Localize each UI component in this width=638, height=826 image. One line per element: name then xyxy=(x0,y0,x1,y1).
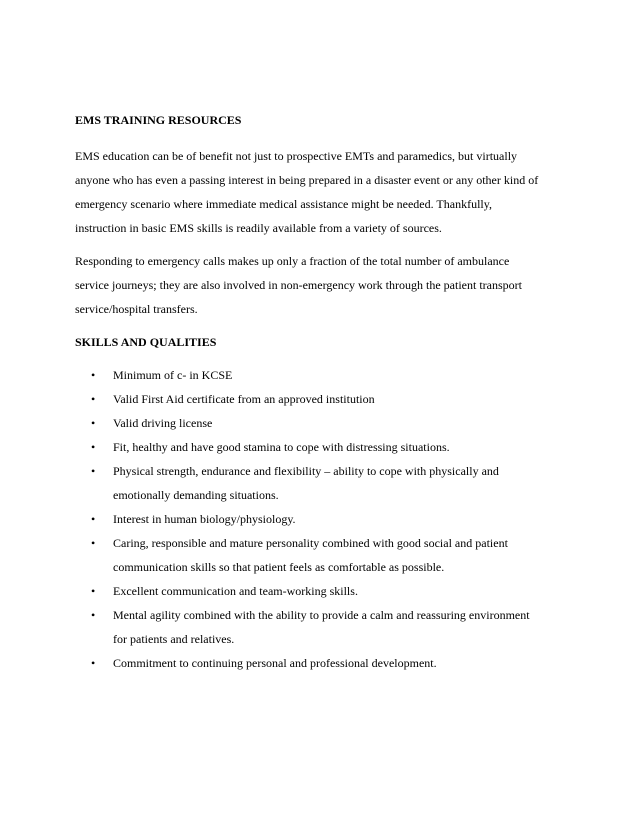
bullet-icon: • xyxy=(91,440,96,454)
list-item-text: Minimum of c- in KCSE xyxy=(113,368,233,382)
list-item-text: Fit, healthy and have good stamina to cope with distressing situations. xyxy=(113,440,450,454)
list-item xyxy=(75,507,565,531)
paragraph-line: anyone who has even a passing interest in being prepared in a disaster event or any other kind of xyxy=(75,173,539,187)
section-heading-training: EMS TRAINING RESOURCES xyxy=(75,113,242,127)
bullet-icon: • xyxy=(91,512,96,526)
list-item xyxy=(75,387,565,411)
paragraph-line: service journeys; they are also involved in non-emergency work through the patient transport xyxy=(75,278,522,292)
list-item-text: Excellent communication and team-working skills. xyxy=(113,584,358,598)
list-item-text: for patients and relatives. xyxy=(113,632,235,646)
list-item xyxy=(75,435,565,459)
list-item xyxy=(75,363,565,387)
paragraph-emergency-calls xyxy=(75,249,565,321)
list-item-text: Interest in human biology/physiology. xyxy=(113,512,296,526)
paragraph-line: emergency scenario where immediate medical assistance might be needed. Thankfully, xyxy=(75,197,492,211)
list-item-text: Physical strength, endurance and flexibility – ability to cope with physically and xyxy=(113,464,499,478)
skills-list xyxy=(75,363,565,675)
bullet-icon: • xyxy=(91,536,96,550)
list-item-text: Valid driving license xyxy=(113,416,213,430)
bullet-icon: • xyxy=(91,416,96,430)
list-item-text: communication skills so that patient feels as comfortable as possible. xyxy=(113,560,445,574)
list-item xyxy=(75,603,565,651)
list-item xyxy=(75,411,565,435)
document-page xyxy=(75,108,565,675)
paragraph-line: EMS education can be of benefit not just to prospective EMTs and paramedics, but virtually xyxy=(75,149,518,163)
paragraph-ems-education xyxy=(75,144,565,240)
bullet-icon: • xyxy=(91,584,96,598)
section-heading-skills: SKILLS AND QUALITIES xyxy=(75,335,217,349)
paragraph-line: Responding to emergency calls makes up only a fraction of the total number of ambulance xyxy=(75,254,510,268)
list-item-text: Valid First Aid certificate from an approved institution xyxy=(113,392,375,406)
list-item-text: Commitment to continuing personal and professional development. xyxy=(113,656,437,670)
list-item-text: Mental agility combined with the ability to provide a calm and reassuring environment xyxy=(113,608,530,622)
paragraph-line: service/hospital transfers. xyxy=(75,302,198,316)
list-item xyxy=(75,651,565,675)
list-item-text: Caring, responsible and mature personality combined with good social and patient xyxy=(113,536,508,550)
list-item xyxy=(75,531,565,579)
list-item xyxy=(75,459,565,507)
list-item-text: emotionally demanding situations. xyxy=(113,488,279,502)
list-item xyxy=(75,579,565,603)
bullet-icon: • xyxy=(91,608,96,622)
bullet-icon: • xyxy=(91,392,96,406)
paragraph-line: instruction in basic EMS skills is readily available from a variety of sources. xyxy=(75,221,442,235)
bullet-icon: • xyxy=(91,464,96,478)
bullet-icon: • xyxy=(91,368,96,382)
bullet-icon: • xyxy=(91,656,96,670)
